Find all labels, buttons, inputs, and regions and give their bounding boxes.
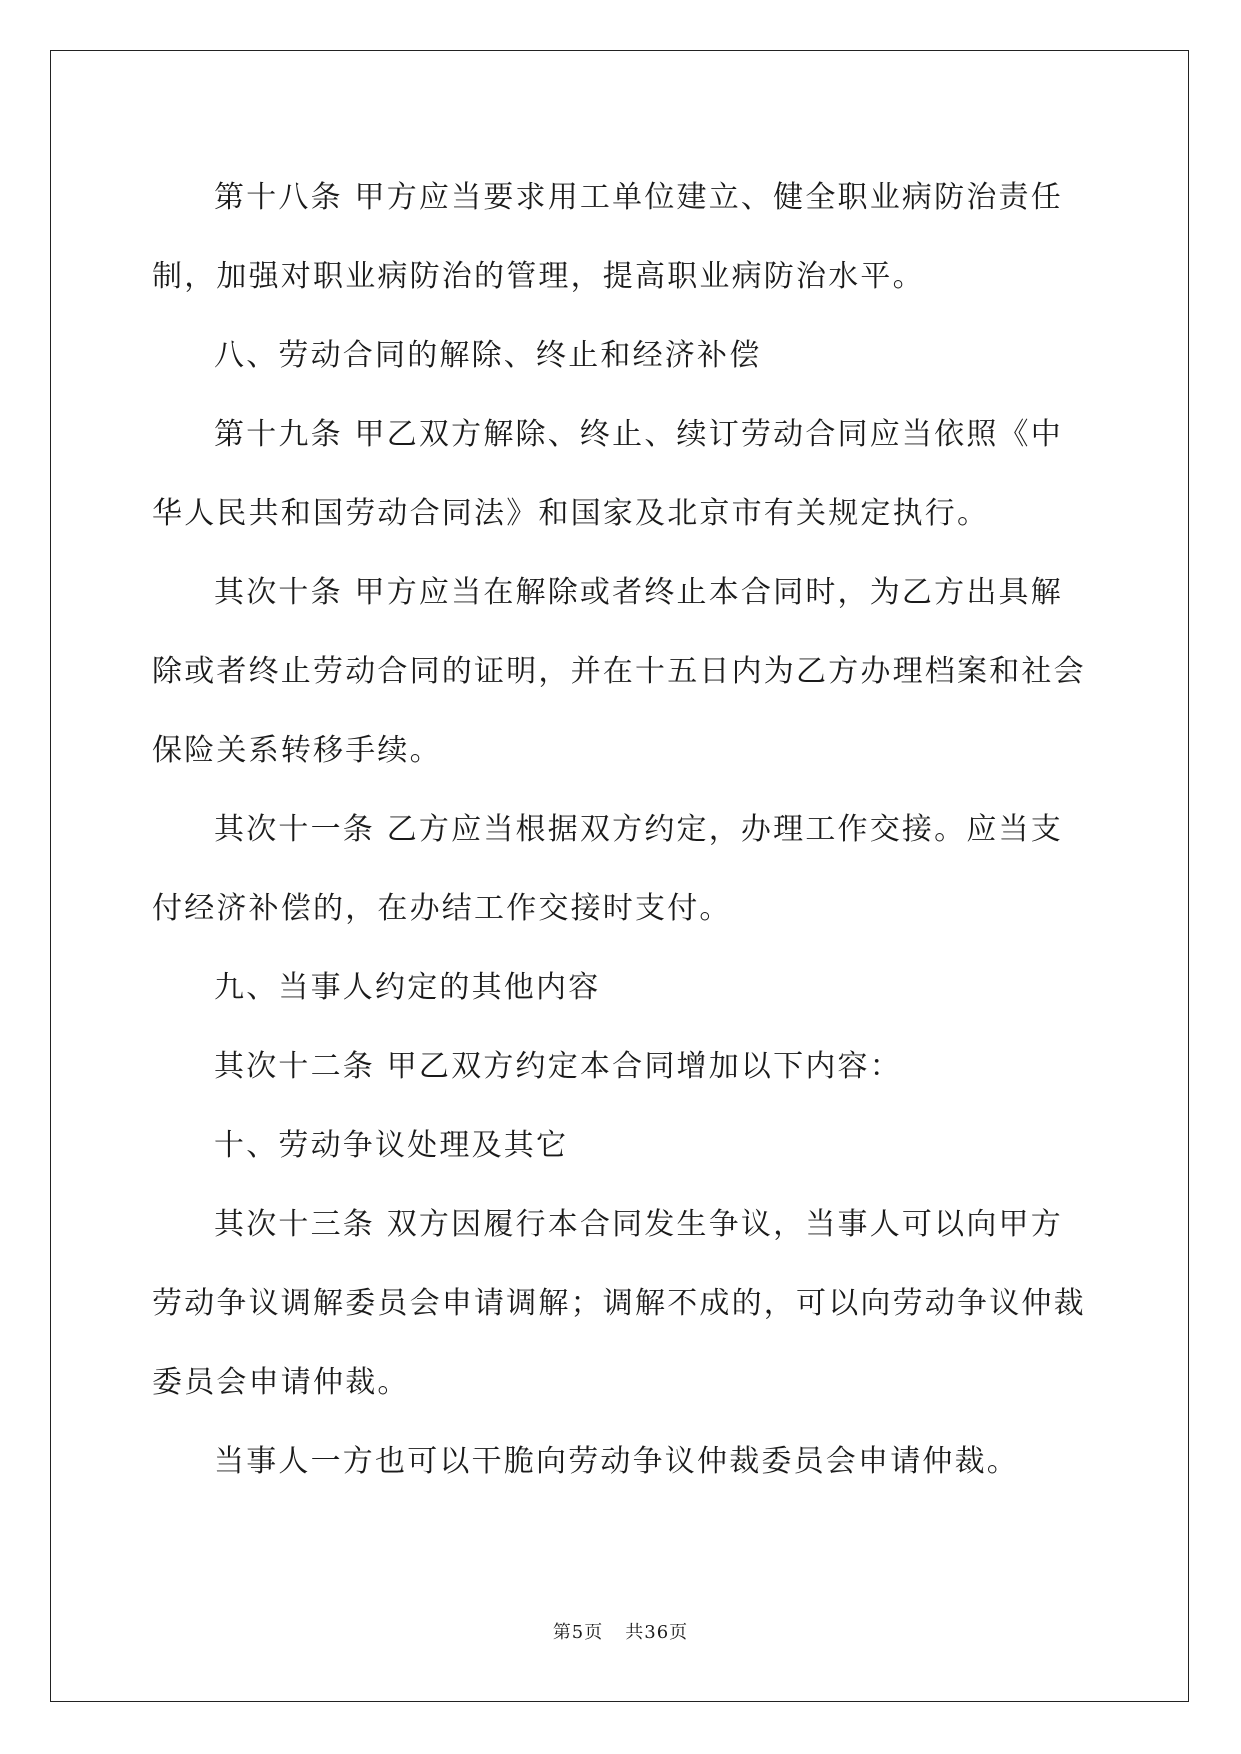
- paragraph: 第十九条 甲乙双方解除、终止、续订劳动合同应当依照《中华人民共和国劳动合同法》和国家及北京市有关规定执行。: [152, 417, 1063, 531]
- paragraph: 其次十条 甲方应当在解除或者终止本合同时，为乙方出具解除或者终止劳动合同的证明，并在十五日内为乙方办理档案和社会保险关系转移手续。: [152, 575, 1086, 768]
- paragraph: 其次十一条 乙方应当根据双方约定，办理工作交接。应当支付经济补偿的，在办结工作交接时支付。: [152, 812, 1063, 926]
- section-heading: 八、劳动合同的解除、终止和经济补偿: [214, 338, 762, 373]
- paragraph: 其次十三条 双方因履行本合同发生争议，当事人可以向甲方劳动争议调解委员会申请调解；调解不成的，可以向劳动争议仲裁委员会申请仲裁。: [152, 1207, 1086, 1400]
- current-page-label: 第5页: [552, 1622, 604, 1643]
- section-heading: 十、劳动争议处理及其它: [214, 1128, 569, 1163]
- page-footer: [0, 1618, 1241, 1644]
- paragraph: 其次十二条 甲乙双方约定本合同增加以下内容：: [214, 1049, 902, 1084]
- section-heading: 九、当事人约定的其他内容: [214, 970, 601, 1005]
- paragraph: 第十八条 甲方应当要求用工单位建立、健全职业病防治责任制，加强对职业病防治的管理，提高职业病防治水平。: [152, 180, 1063, 294]
- document-body: [152, 158, 1092, 1501]
- total-pages-label: 共36页: [625, 1622, 689, 1643]
- paragraph: 当事人一方也可以干脆向劳动争议仲裁委员会申请仲裁。: [214, 1444, 1019, 1479]
